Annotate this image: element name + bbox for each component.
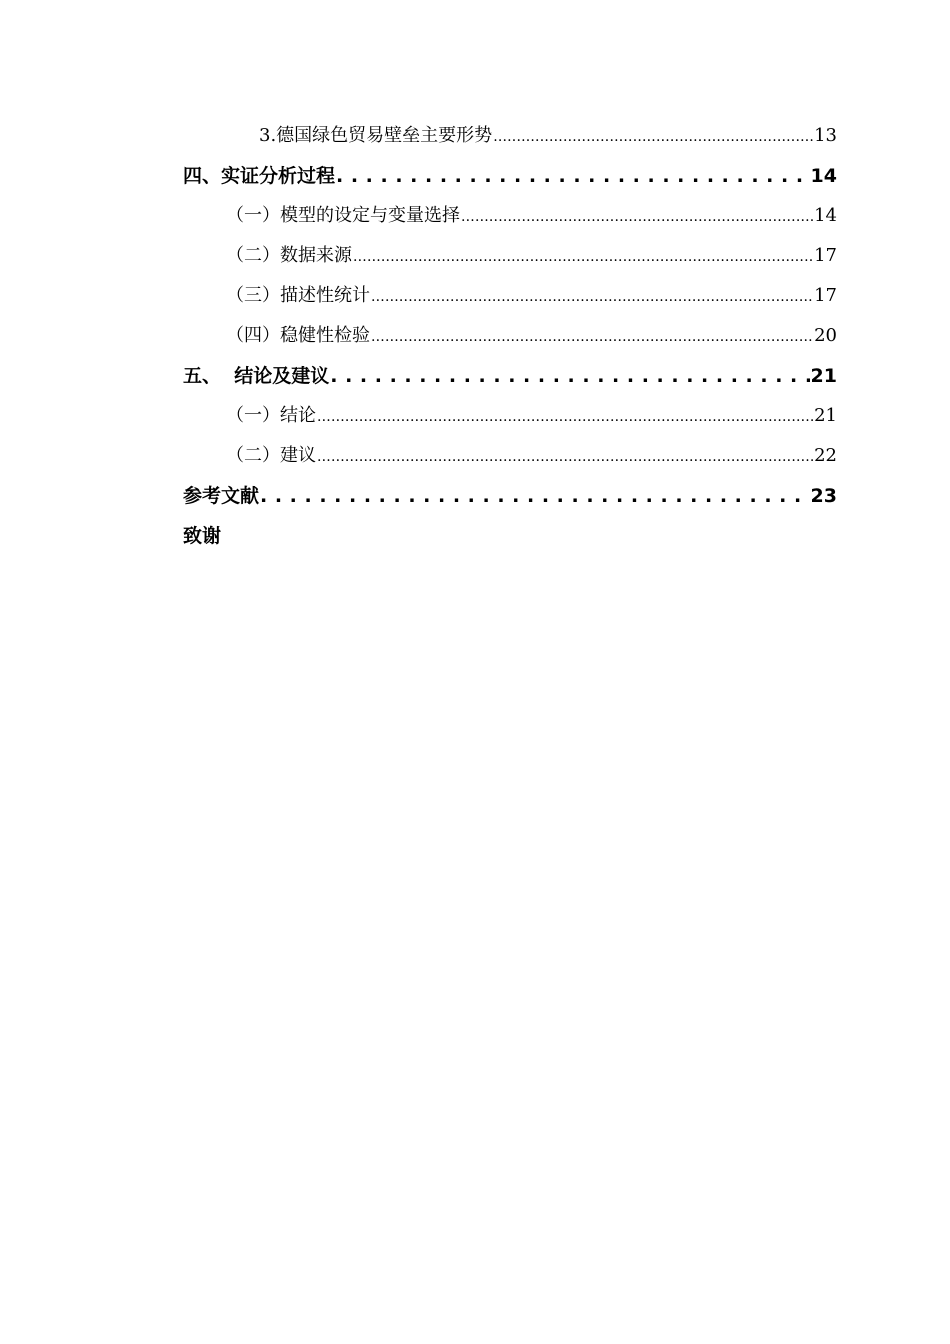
toc-page-number: 21 xyxy=(810,365,837,387)
toc-entry[interactable] xyxy=(183,196,837,236)
toc-entry-label: （二）建议 xyxy=(226,445,316,466)
dot-leader xyxy=(371,316,813,357)
dot-leader xyxy=(461,196,813,237)
toc-entry[interactable] xyxy=(183,116,837,156)
toc-entry[interactable] xyxy=(183,276,837,316)
toc-entry-label: （三）描述性统计 xyxy=(226,285,370,306)
toc-page-number: 20 xyxy=(814,325,837,346)
toc-entry-label: 致谢 xyxy=(183,525,222,547)
toc-entry-label: 参考文献 xyxy=(183,485,260,507)
table-of-contents xyxy=(183,116,837,556)
toc-page-number: 13 xyxy=(814,125,837,146)
dot-leader xyxy=(330,356,809,396)
dot-leader xyxy=(317,396,813,437)
toc-entry-label: 五、 结论及建议 xyxy=(183,365,330,387)
dot-leader xyxy=(371,276,813,317)
toc-entry[interactable] xyxy=(183,436,837,476)
toc-entry[interactable] xyxy=(183,356,837,396)
toc-entry[interactable] xyxy=(183,316,837,356)
toc-entry-label: （一）结论 xyxy=(226,405,316,426)
toc-entry-label: （二）数据来源 xyxy=(226,245,352,266)
toc-entry[interactable] xyxy=(183,476,837,516)
toc-entry-label: （四）稳健性检验 xyxy=(226,325,370,346)
toc-page-number: 14 xyxy=(810,165,837,187)
toc-entry[interactable] xyxy=(183,236,837,276)
toc-entry[interactable] xyxy=(183,516,837,556)
toc-page-number: 17 xyxy=(814,245,837,266)
toc-page-number: 23 xyxy=(810,485,837,507)
toc-entry-label: （一）模型的设定与变量选择 xyxy=(226,205,460,226)
toc-page-number: 22 xyxy=(814,445,837,466)
dot-leader xyxy=(317,436,813,477)
dot-leader xyxy=(493,116,813,157)
dot-leader xyxy=(353,236,813,277)
dot-leader xyxy=(336,156,810,196)
toc-entry-label: 3.德国绿色贸易壁垒主要形势 xyxy=(259,125,493,146)
toc-entry[interactable] xyxy=(183,396,837,436)
toc-page-number: 21 xyxy=(814,405,837,426)
toc-entry-label: 四、实证分析过程 xyxy=(183,165,336,187)
toc-page-number: 17 xyxy=(814,285,837,306)
dot-leader xyxy=(260,476,810,516)
toc-entry[interactable] xyxy=(183,156,837,196)
toc-page-number: 14 xyxy=(814,205,837,226)
